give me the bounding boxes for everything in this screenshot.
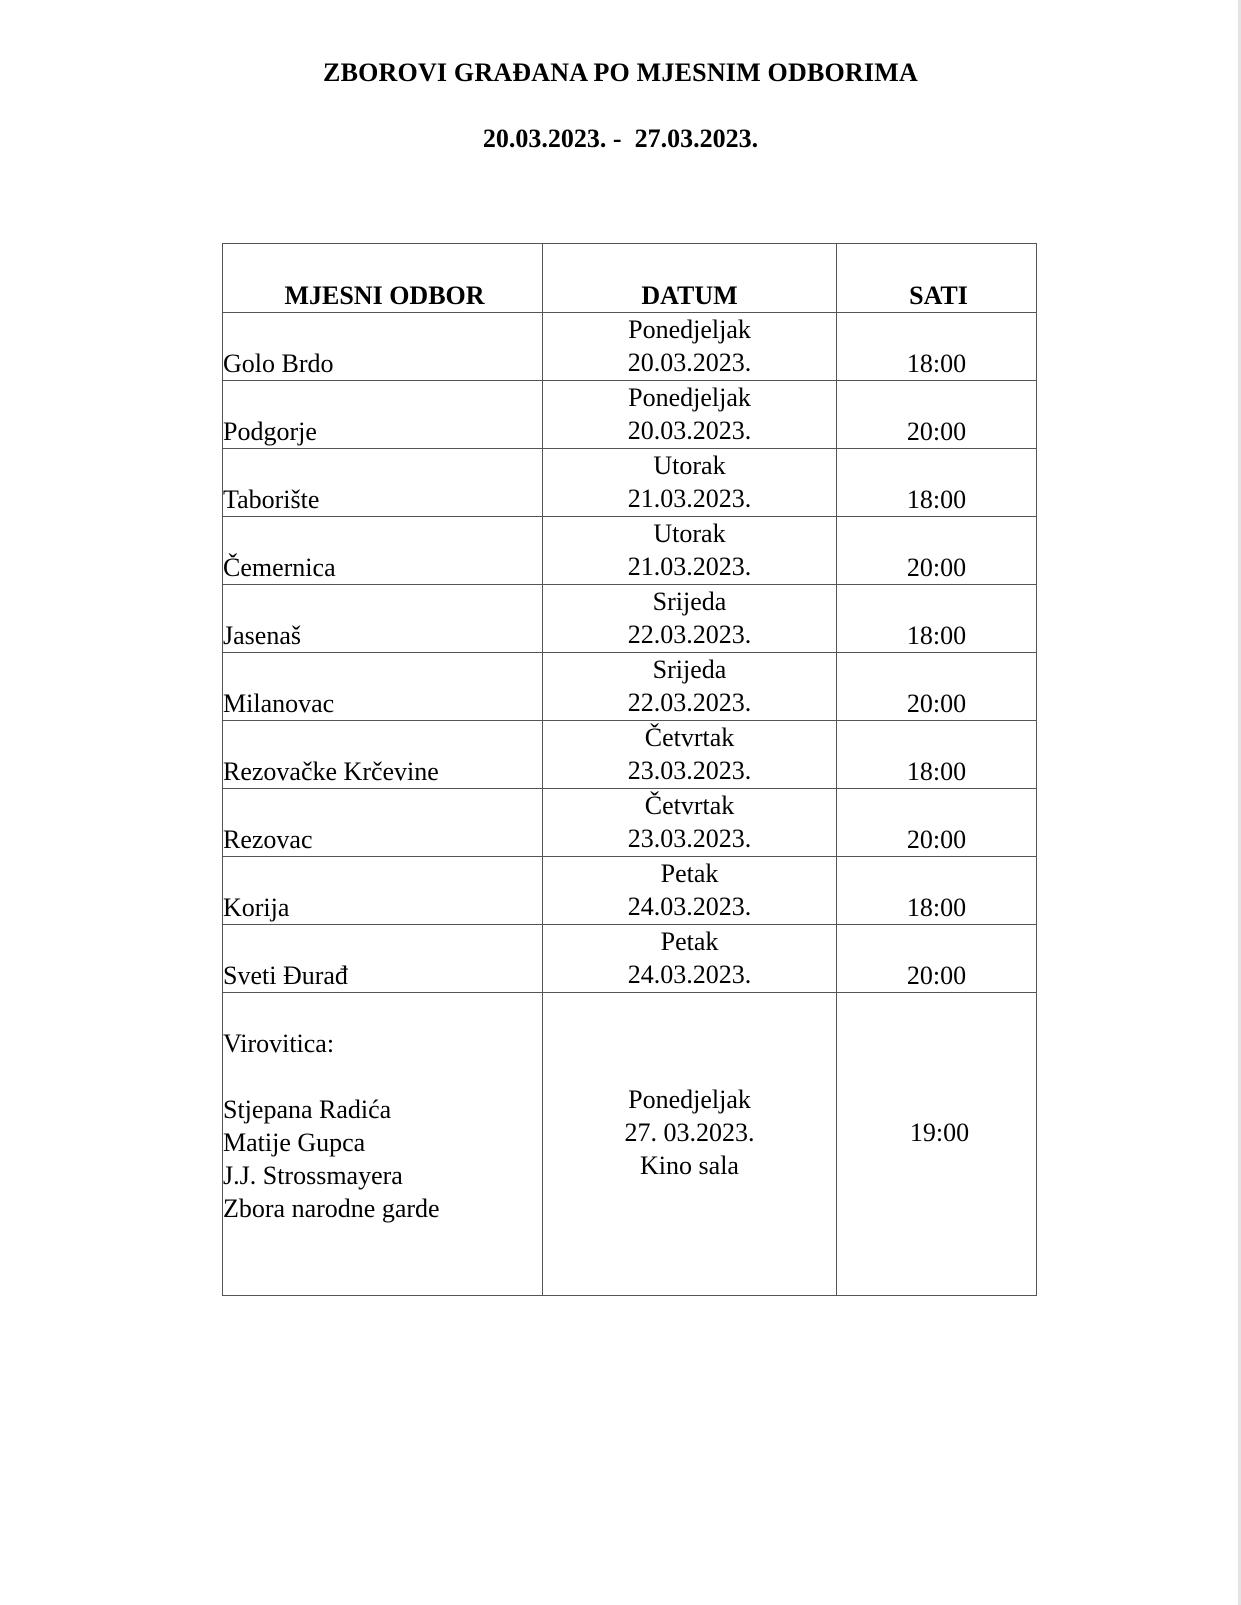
table-row [223,653,1037,721]
date-value: 23.03.2023. [627,756,752,785]
date-value: 21.03.2023. [627,552,752,581]
table-row [223,721,1037,789]
sati-cell: 20:00 [837,789,1037,857]
sati-cell: 18:00 [837,585,1037,653]
datum-cell [543,925,837,993]
datum-cell [543,449,837,517]
sati-cell: 18:00 [837,313,1037,381]
day-name: Četvrtak [644,791,735,820]
mjesni-odbor-cell: Milanovac [223,653,543,721]
date-value: 24.03.2023. [627,892,752,921]
table-header-row [223,244,1037,313]
day-name: Srijeda [652,655,727,684]
day-name: Utorak [653,519,726,548]
venue: Kino sala [640,1150,739,1180]
sati-cell: 20:00 [837,653,1037,721]
date-value: 20.03.2023. [627,348,752,377]
street-name: Stjepana Radića [223,1095,392,1124]
day-name: Četvrtak [644,723,735,752]
day-name: Utorak [653,451,726,480]
street-name: Zbora narodne garde [223,1194,440,1223]
table-row [223,313,1037,381]
mjesni-odbor-cell: Jasenaš [223,585,543,653]
header-datum: DATUM [543,244,837,313]
day-name: Ponedjeljak [628,1084,751,1114]
date-value: 23.03.2023. [627,824,752,853]
day-name: Srijeda [652,587,727,616]
street-name: Matije Gupca [223,1128,366,1157]
table-row [223,925,1037,993]
datum-cell [543,585,837,653]
sati-cell: 18:00 [837,449,1037,517]
day-name: Ponedjeljak [628,315,751,344]
sati-cell: 20:00 [837,517,1037,585]
street-name: J.J. Strossmayera [223,1161,403,1190]
table-row [223,449,1037,517]
header-sati: SATI [837,244,1037,313]
table-row [223,517,1037,585]
header-mjesni-odbor: MJESNI ODBOR [223,244,543,313]
datum-cell [543,381,837,449]
city-name: Virovitica: [223,1029,335,1058]
date-value: 21.03.2023. [627,484,752,513]
sati-cell [837,993,1037,1296]
table-row [223,789,1037,857]
datum-cell [543,517,837,585]
date-value: 22.03.2023. [627,688,752,717]
mjesni-odbor-cell: Rezovačke Krčevine [223,721,543,789]
mjesni-odbor-cell: Rezovac [223,789,543,857]
mjesni-odbor-cell: Sveti Đurađ [223,925,543,993]
mjesni-odbor-cell: Korija [223,857,543,925]
document-title: ZBOROVI GRAĐANA PO MJESNIM ODBORIMA [323,58,918,87]
mjesni-odbor-cell: Čemernica [223,517,543,585]
sati-cell: 18:00 [837,721,1037,789]
table-row-virovitica [223,993,1037,1296]
datum-cell [543,789,837,857]
schedule-table [222,243,1037,1296]
mjesni-odbor-cell: Podgorje [223,381,543,449]
date-value: 24.03.2023. [627,960,752,989]
day-name: Ponedjeljak [628,383,751,412]
datum-cell [543,653,837,721]
table-row [223,857,1037,925]
datum-cell [543,721,837,789]
date-range: 20.03.2023. - 27.03.2023. [482,124,759,153]
datum-cell [543,993,837,1296]
table-body [223,313,1037,993]
sati-cell: 20:00 [837,381,1037,449]
date-value: 22.03.2023. [627,620,752,649]
day-name: Petak [660,927,719,956]
table-row [223,381,1037,449]
time-value: 19:00 [909,1117,970,1147]
sati-cell: 20:00 [837,925,1037,993]
mjesni-odbor-cell: Taborište [223,449,543,517]
date-value: 20.03.2023. [627,416,752,445]
date-value: 27. 03.2023. [624,1117,755,1147]
sati-cell: 18:00 [837,857,1037,925]
mjesni-odbor-cell [223,993,543,1296]
mjesni-odbor-cell: Golo Brdo [223,313,543,381]
day-name: Petak [660,859,719,888]
datum-cell [543,313,837,381]
datum-cell [543,857,837,925]
table-row [223,585,1037,653]
